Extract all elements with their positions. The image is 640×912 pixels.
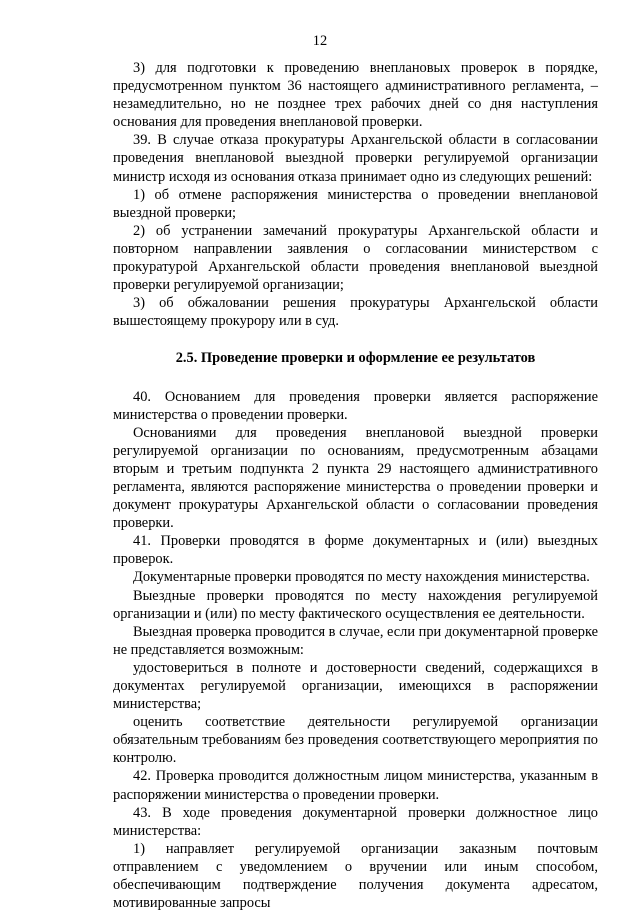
paragraph: Основаниями для проведения внеплановой выездной проверки регулируемой организации по основаниям, предусмотренным абзацами вторым и третьим подпункта 2 пункта 29 настоящего административного регламента, являются распоряжение министерства о проведении проверки и документ прокуратуры Архангельской области о согласовании проведения проверки. [113,424,598,532]
paragraph: 3) об обжаловании решения прокуратуры Архангельской области вышестоящему прокурору или в суд. [113,295,598,330]
paragraph: Выездная проверка проводится в случае, если при документарной проверке не представляется возможным: [113,623,599,658]
paragraph: 3) для подготовки к проведению внеплановых проверок в порядке, предусмотренном пунктом 36 настоящего административного регламента, – незамедлительно, но не позднее трех рабочих дней со дня наступления основания для проведения внеплановой проверки. [113,60,598,131]
paragraph: 1) об отмене распоряжения министерства о проведении внеплановой выездной проверки; [113,186,598,221]
document-body [113,59,598,912]
paragraph: 42. Проверка проводится должностным лицом министерства, указанным в распоряжении министерства о проведении проверки. [113,768,598,803]
paragraph: Выездные проверки проводятся по месту нахождения регулируемой организации и (или) по месту фактического осуществления ее деятельности. [113,587,598,622]
paragraph: 43. В ходе проведения документарной проверки должностное лицо министерства: [113,804,598,839]
paragraph: оценить соответствие деятельности регулируемой организации обязательным требованиям без проведения соответствующего мероприятия по контролю. [113,714,598,767]
paragraph: Документарные проверки проводятся по месту нахождения министерства. [133,569,590,586]
paragraph: удостовериться в полноте и достоверности сведений, содержащихся в документах регулируемой организации, имеющихся в распоряжении министерства; [113,659,598,713]
paragraph: 39. В случае отказа прокуратуры Архангельской области в согласовании проведения внеплановой выездной проверки регулируемой организации министр исходя из основания отказа принимает одно из следующих решений: [113,132,598,185]
page-number: 12 [312,33,328,49]
paragraph: 1) направляет регулируемой организации заказным почтовым отправлением с уведомлением о вручении или иным способом, обеспечивающим подтверждение получения документа адресатом, мотивированные запросы [113,840,598,912]
paragraph: 41. Проверки проводятся в форме документарных и (или) выездных проверок. [113,533,598,568]
section-heading: 2.5. Проведение проверки и оформление ее результатов [175,350,536,367]
paragraph: 40. Основанием для проведения проверки является распоряжение министерства о проведении проверки. [113,388,598,423]
paragraph: 2) об устранении замечаний прокуратуры Архангельской области и повторном направлении заявления о согласовании министерством с прокуратурой Архангельской области проведения внеплановой выездной проверки регулируемой организации; [113,222,598,294]
